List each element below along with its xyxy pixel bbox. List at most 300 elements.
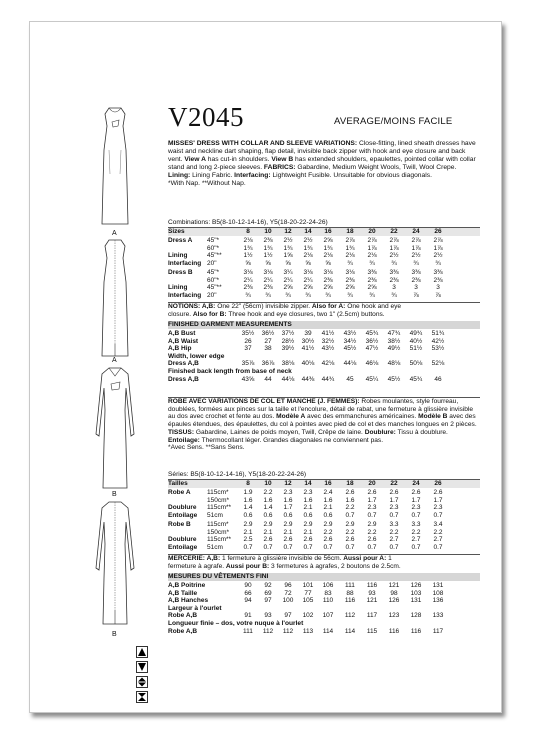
table-cell: 2.6 xyxy=(367,536,377,544)
table-cell: 2.9 xyxy=(367,520,377,528)
table-cell: 116 xyxy=(344,597,356,605)
table-cell: 2.3 xyxy=(303,489,313,496)
table-cell: 42½ xyxy=(431,337,445,345)
table-cell: 0.7 xyxy=(411,511,421,519)
table-cell: 2½ xyxy=(303,237,313,244)
row-label: A,B Waist xyxy=(168,337,199,345)
size-header: 26 xyxy=(434,480,442,487)
table-cell: 112 xyxy=(262,627,274,635)
table-cell: 2.1 xyxy=(263,528,273,536)
size-header: 14 xyxy=(304,228,312,235)
table-cell: 0.6 xyxy=(263,511,273,519)
table-cell: 2⅛ xyxy=(345,252,355,260)
table-cell: 3 xyxy=(392,284,396,292)
table-cell: 98 xyxy=(390,589,398,597)
measurement-row xyxy=(168,330,480,338)
measurement-row xyxy=(168,376,480,384)
size-header: 8 xyxy=(246,228,250,235)
table-cell: 2.9 xyxy=(345,520,355,528)
fabric-width: 45"** xyxy=(207,284,222,292)
table-cell: 2.9 xyxy=(283,520,293,528)
fabric-width: 115cm* xyxy=(207,489,229,496)
row-label: Robe A,B xyxy=(168,612,198,620)
table-cell: 2.5 xyxy=(243,536,253,544)
table-cell: 2⅛ xyxy=(323,252,333,260)
table-cell: 128 xyxy=(410,612,422,620)
table-cell: 93 xyxy=(368,589,376,597)
table-cell: 27 xyxy=(264,337,272,345)
table-cell: 38½ xyxy=(387,337,401,345)
table-cell: 90 xyxy=(244,582,252,589)
table-cell: 45¼ xyxy=(365,375,379,383)
table-cell: 100 xyxy=(282,597,294,605)
table-cell: ⅝ xyxy=(305,259,311,267)
table-cell: 0.7 xyxy=(345,543,355,551)
row-label: Interfacing xyxy=(168,259,202,267)
table-cell: 114 xyxy=(322,627,334,635)
fabric-width: 51cm xyxy=(207,543,223,551)
table-cell: 50⅛ xyxy=(409,360,423,368)
table-cell: 35⅞ xyxy=(241,360,255,368)
yardage-row xyxy=(168,277,480,285)
yardage-row xyxy=(168,489,480,497)
table-cell: 45 xyxy=(346,375,354,383)
table-cell: 2.6 xyxy=(367,489,377,496)
table-cell: 1⅝ xyxy=(283,252,293,260)
table-cell: 45¾ xyxy=(409,375,423,383)
table-cell: 110 xyxy=(322,597,334,605)
table-cell: 32½ xyxy=(321,337,335,345)
figure-label: B xyxy=(112,631,117,638)
table-cell: 2.9 xyxy=(263,520,273,528)
table-cell: 2.6 xyxy=(323,536,333,544)
size-header: 18 xyxy=(346,480,354,487)
table-cell: 72 xyxy=(284,589,292,597)
table-cell: ⅝ xyxy=(265,259,271,267)
fabric-width: 45"* xyxy=(207,268,220,276)
difficulty-level: AVERAGE/MOINS FACILE xyxy=(334,116,453,127)
combinations-en: Combinations: B5(8-10-12-14-16), Y5(18-20-22-24-26) xyxy=(168,219,328,226)
yardage-row xyxy=(168,512,480,520)
row-label: Dress B xyxy=(168,268,193,276)
table-cell: 94 xyxy=(244,597,252,605)
yardage-row xyxy=(168,544,480,552)
table-cell: 3 xyxy=(414,284,418,292)
table-cell: 2⅝ xyxy=(303,284,313,292)
table-cell: 39½ xyxy=(281,345,295,353)
table-cell: ¾ xyxy=(369,291,375,299)
table-cell: 30½ xyxy=(301,337,315,345)
yardage-row xyxy=(168,237,480,245)
table-cell: ¾ xyxy=(245,291,251,299)
fabric-width: 150cm* xyxy=(207,528,230,536)
table-cell: 0.7 xyxy=(367,511,377,519)
row-label: Doublure xyxy=(168,504,197,512)
table-cell: 3⅜ xyxy=(411,268,421,276)
table-cell: 43½ xyxy=(343,330,357,337)
table-cell: 1.6 xyxy=(243,496,253,504)
size-header: 22 xyxy=(390,480,398,487)
table-cell: 2.3 xyxy=(411,504,421,512)
measurement-row xyxy=(168,582,480,590)
hourglass-symbol-icon xyxy=(136,691,148,703)
table-cell: 2⅞ xyxy=(345,237,355,244)
table-cell: ¾ xyxy=(435,259,441,267)
header-label: Tailles xyxy=(168,480,188,487)
table-cell: 52⅛ xyxy=(431,360,445,368)
figure-label: A xyxy=(112,230,117,237)
table-cell: 26 xyxy=(244,337,252,345)
table-cell: 42⅛ xyxy=(321,360,335,368)
table-cell: 43½ xyxy=(321,345,335,353)
size-header: 16 xyxy=(324,228,332,235)
table-cell: 3.3 xyxy=(411,520,421,528)
table-cell: 0.6 xyxy=(243,511,253,519)
fabric-width: 45"** xyxy=(207,252,222,260)
table-cell: ¾ xyxy=(369,259,375,267)
fabric-width: 45"* xyxy=(207,237,220,244)
table-cell: 116 xyxy=(388,627,400,635)
table-cell: 97 xyxy=(264,597,272,605)
dress-a-front-drawing xyxy=(95,104,135,230)
row-label: Dress A xyxy=(168,237,193,244)
width-lower-edge-label: Width, lower edge xyxy=(168,352,225,360)
table-cell: 1.9 xyxy=(243,489,253,496)
fabric-width: 115cm* xyxy=(207,520,229,528)
size-header-row xyxy=(168,228,480,236)
figure-label: B xyxy=(112,491,117,498)
pattern-envelope-back xyxy=(29,21,502,713)
table-cell: 112 xyxy=(344,612,356,620)
table-cell: ¾ xyxy=(347,259,353,267)
table-cell: 2⅜ xyxy=(433,276,443,284)
table-cell: 47¾ xyxy=(387,330,401,337)
table-cell: 2.2 xyxy=(345,504,355,512)
table-cell: 51¾ xyxy=(431,330,445,337)
table-cell: ¾ xyxy=(325,291,331,299)
table-cell: 126 xyxy=(388,597,400,605)
measurement-row xyxy=(168,597,480,605)
size-header: 20 xyxy=(368,228,376,235)
table-cell: 44⅛ xyxy=(281,375,295,383)
table-cell: 106 xyxy=(322,582,334,589)
table-cell: 3⅛ xyxy=(303,268,313,276)
measurement-row xyxy=(168,628,480,636)
technical-drawings-column xyxy=(30,22,155,712)
table-cell: 41½ xyxy=(321,330,335,337)
row-label: A,B Taille xyxy=(168,589,198,597)
fabric-width: 150cm* xyxy=(207,496,230,504)
table-cell: 37½ xyxy=(281,330,295,337)
size-header: 8 xyxy=(246,480,250,487)
table-cell: 0.7 xyxy=(367,543,377,551)
table-cell: 38 xyxy=(264,345,272,353)
size-header: 24 xyxy=(412,480,420,487)
table-cell: 40½ xyxy=(409,337,423,345)
table-cell: ¾ xyxy=(391,291,397,299)
table-cell: 2.2 xyxy=(411,528,421,536)
table-cell: ¾ xyxy=(285,291,291,299)
row-label: Robe B xyxy=(168,520,191,528)
yardage-row xyxy=(168,536,480,544)
table-cell: 2.3 xyxy=(283,489,293,496)
row-label: Entoilage xyxy=(168,511,198,519)
size-header-row xyxy=(168,480,480,488)
finished-measurements-header-fr: MESURES DU VÊTEMENTS FINI xyxy=(168,573,480,581)
triangle-up-symbol-icon xyxy=(136,646,148,658)
table-cell: 0.7 xyxy=(389,543,399,551)
table-cell: 2.6 xyxy=(263,536,273,544)
finished-measurements-header-en: FINISHED GARMENT MEASUREMENTS xyxy=(168,321,480,329)
style-number: V2045 xyxy=(168,102,244,132)
size-header: 12 xyxy=(284,228,292,235)
table-cell: 2¼ xyxy=(303,276,313,284)
table-cell: 2.7 xyxy=(389,536,399,544)
row-label: Entoilage xyxy=(168,543,198,551)
fabric-width: 115cm** xyxy=(207,536,232,544)
table-cell: 2.1 xyxy=(303,504,313,512)
description-heading: MISSES' DRESS WITH COLLAR AND SLEEVE VARIATIONS: xyxy=(168,140,358,147)
table-cell: 126 xyxy=(410,582,422,589)
table-cell: 2.9 xyxy=(323,520,333,528)
table-cell: 97 xyxy=(284,612,292,620)
table-cell: 2.1 xyxy=(243,528,253,536)
row-label: Interfacing xyxy=(168,291,202,299)
fabric-width: 115cm** xyxy=(207,504,232,512)
table-cell: 2.2 xyxy=(263,489,273,496)
table-cell: 3 xyxy=(436,284,440,292)
table-cell: 2.7 xyxy=(433,536,443,544)
table-cell: 46 xyxy=(434,375,442,383)
table-cell: 49¾ xyxy=(409,330,423,337)
table-cell: 2.6 xyxy=(433,489,443,496)
table-cell: 101 xyxy=(302,582,314,589)
size-header: 16 xyxy=(324,480,332,487)
table-cell: 1.7 xyxy=(283,504,293,512)
table-cell: 131 xyxy=(410,597,422,605)
row-label: A,B Hip xyxy=(168,345,192,353)
table-cell: 2⅞ xyxy=(367,237,377,244)
width-lower-edge-label: Largeur à l'ourlet xyxy=(168,604,222,612)
header-label: Sizes xyxy=(168,228,185,235)
table-cell: 0.6 xyxy=(283,511,293,519)
table-cell: 28½ xyxy=(281,337,295,345)
double-triangle-symbol-icon xyxy=(136,676,148,688)
table-cell: 69 xyxy=(264,589,272,597)
table-cell: 116 xyxy=(366,582,378,589)
table-cell: 39 xyxy=(304,330,312,337)
table-cell: 2⅛ xyxy=(303,252,313,260)
table-cell: 1.4 xyxy=(263,504,273,512)
table-cell: 1.4 xyxy=(243,504,253,512)
table-cell: 2.6 xyxy=(345,489,355,496)
table-cell: 2.6 xyxy=(411,489,421,496)
table-cell: 49½ xyxy=(387,345,401,353)
table-cell: 36½ xyxy=(365,337,379,345)
yardage-row xyxy=(168,269,480,277)
table-cell: 2½ xyxy=(433,252,443,260)
table-cell: 0.7 xyxy=(411,543,421,551)
table-cell: 1⅞ xyxy=(433,244,443,252)
table-cell: 2.6 xyxy=(389,489,399,496)
table-cell: 0.7 xyxy=(283,543,293,551)
table-cell: 2⅝ xyxy=(283,284,293,292)
table-cell: 2.1 xyxy=(323,504,333,512)
back-length-label: Finished back length from base of neck xyxy=(168,368,292,375)
table-cell: 2⅞ xyxy=(411,237,421,244)
table-cell: 1½ xyxy=(243,252,253,260)
yardage-row xyxy=(168,497,480,505)
table-cell: ¾ xyxy=(347,291,353,299)
table-cell: 44⅜ xyxy=(301,375,315,383)
size-header: 10 xyxy=(264,480,272,487)
table-cell: ⅝ xyxy=(245,259,251,267)
table-cell: 131 xyxy=(432,582,444,589)
table-cell: 0.7 xyxy=(345,511,355,519)
table-cell: 103 xyxy=(410,589,422,597)
table-cell: 2.1 xyxy=(283,528,293,536)
table-cell: 1¾ xyxy=(345,244,355,252)
table-cell: 91 xyxy=(244,612,252,620)
table-cell: 3¼ xyxy=(283,268,293,276)
notions-fr: MERCERIE: A,B: 1 fermeture à glissière invisible de 56cm. Aussi pour A: 1 fermeture à agrafe. Aussi pour B: 3 fermetures à agrafes, 2 boutons de 2.5cm. xyxy=(168,555,401,570)
table-cell: 96 xyxy=(284,582,292,589)
dress-b-front-drawing xyxy=(90,364,140,494)
table-cell: 2⅛ xyxy=(243,237,253,244)
table-cell: 2.2 xyxy=(323,528,333,536)
table-cell: 1.6 xyxy=(263,496,273,504)
fabric-width: 20" xyxy=(207,291,217,299)
table-cell: ⅝ xyxy=(285,259,291,267)
yardage-row xyxy=(168,529,480,537)
table-cell: 0.6 xyxy=(323,511,333,519)
table-cell: 2.9 xyxy=(303,520,313,528)
yardage-row xyxy=(168,284,480,292)
table-cell: 2.2 xyxy=(367,528,377,536)
table-cell: 3⅛ xyxy=(243,268,253,276)
table-cell: 45½ xyxy=(343,345,357,353)
table-cell: 77 xyxy=(304,589,312,597)
table-cell: 1⅞ xyxy=(411,244,421,252)
table-cell: 2⅝ xyxy=(323,284,333,292)
table-cell: 47½ xyxy=(365,345,379,353)
table-cell: 46⅛ xyxy=(365,360,379,368)
fabric-width: 20" xyxy=(207,259,217,267)
table-cell: 2⅞ xyxy=(389,237,399,244)
table-cell: 0.7 xyxy=(433,511,443,519)
table-cell: 3⅛ xyxy=(323,268,333,276)
back-length-label: Longueur finie – dos, votre nuque à l'ourlet xyxy=(168,620,304,627)
table-cell: 34½ xyxy=(343,337,357,345)
table-cell: 3⅜ xyxy=(433,268,443,276)
table-cell: 2.4 xyxy=(323,489,333,496)
table-cell: 38⅛ xyxy=(281,360,295,368)
table-cell: 36½ xyxy=(261,330,275,337)
table-cell: 117 xyxy=(366,612,378,620)
table-cell: 133 xyxy=(432,612,444,620)
table-cell: 51½ xyxy=(409,345,423,353)
table-cell: 1¾ xyxy=(263,244,273,252)
table-cell: 105 xyxy=(302,597,314,605)
table-cell: 1.7 xyxy=(411,496,421,504)
table-cell: 121 xyxy=(366,597,378,605)
yardage-row xyxy=(168,504,480,512)
table-cell: 1.6 xyxy=(345,496,355,504)
table-cell: 2½ xyxy=(411,252,421,260)
table-cell: 2.2 xyxy=(433,528,443,536)
table-cell: 2¼ xyxy=(283,276,293,284)
table-cell: ⅝ xyxy=(325,259,331,267)
table-cell: 2⅜ xyxy=(345,276,355,284)
table-cell: 0.7 xyxy=(389,511,399,519)
row-label: Robe A xyxy=(168,489,191,496)
row-label: Lining xyxy=(168,252,188,260)
table-cell: 2.3 xyxy=(367,504,377,512)
row-label: A,B Poitrine xyxy=(168,582,206,589)
table-cell: 2⅝ xyxy=(345,284,355,292)
table-cell: 2.2 xyxy=(345,528,355,536)
table-cell: 2⅛ xyxy=(367,252,377,260)
yardage-row xyxy=(168,252,480,260)
table-cell: 44¾ xyxy=(321,375,335,383)
yardage-row xyxy=(168,292,480,300)
table-cell: 2⅞ xyxy=(433,237,443,244)
table-cell: 44 xyxy=(264,375,272,383)
fabric-width: 51cm xyxy=(207,511,223,519)
table-cell: 1.7 xyxy=(433,496,443,504)
measurement-row xyxy=(168,345,480,353)
figure-label: A xyxy=(112,357,117,364)
table-cell: 1⅞ xyxy=(389,244,399,252)
dress-b-back-drawing xyxy=(90,498,140,632)
table-cell: 2⅜ xyxy=(263,237,273,244)
table-cell: 66 xyxy=(244,589,252,597)
measurement-row xyxy=(168,612,480,620)
table-cell: 102 xyxy=(302,612,314,620)
table-cell: 116 xyxy=(410,627,422,635)
table-cell: 1¾ xyxy=(243,244,253,252)
table-cell: ¾ xyxy=(413,259,419,267)
table-cell: 2⅜ xyxy=(243,284,253,292)
table-cell: 2⅜ xyxy=(263,284,273,292)
table-cell: 1⅞ xyxy=(367,244,377,252)
table-cell: 2.1 xyxy=(303,528,313,536)
row-label: Dress A,B xyxy=(168,360,199,368)
table-cell: 1.7 xyxy=(367,496,377,504)
table-cell: 83 xyxy=(324,589,332,597)
table-cell: 2⅝ xyxy=(367,284,377,292)
fabric-width: 60"* xyxy=(207,276,220,284)
table-cell: 2½ xyxy=(389,252,399,260)
row-label: A,B Bust xyxy=(168,330,196,337)
table-cell: 2⅜ xyxy=(389,276,399,284)
row-label: Lining xyxy=(168,284,188,292)
table-cell: 44⅛ xyxy=(343,360,357,368)
table-cell: 3⅛ xyxy=(263,268,273,276)
table-cell: 2½ xyxy=(283,237,293,244)
table-cell: ¾ xyxy=(265,291,271,299)
table-cell: 35½ xyxy=(241,330,255,337)
size-header: 22 xyxy=(390,228,398,235)
table-cell: 2⅜ xyxy=(323,276,333,284)
size-header: 20 xyxy=(368,480,376,487)
combinations-fr: Séries: B5(8-10-12-14-16), Y5(18-20-22-24-26) xyxy=(168,471,307,478)
table-cell: 1¾ xyxy=(303,244,313,252)
row-label: Robe A,B xyxy=(168,627,198,635)
size-header: 26 xyxy=(434,228,442,235)
table-cell: 111 xyxy=(345,582,355,589)
table-cell: 1½ xyxy=(263,252,273,260)
